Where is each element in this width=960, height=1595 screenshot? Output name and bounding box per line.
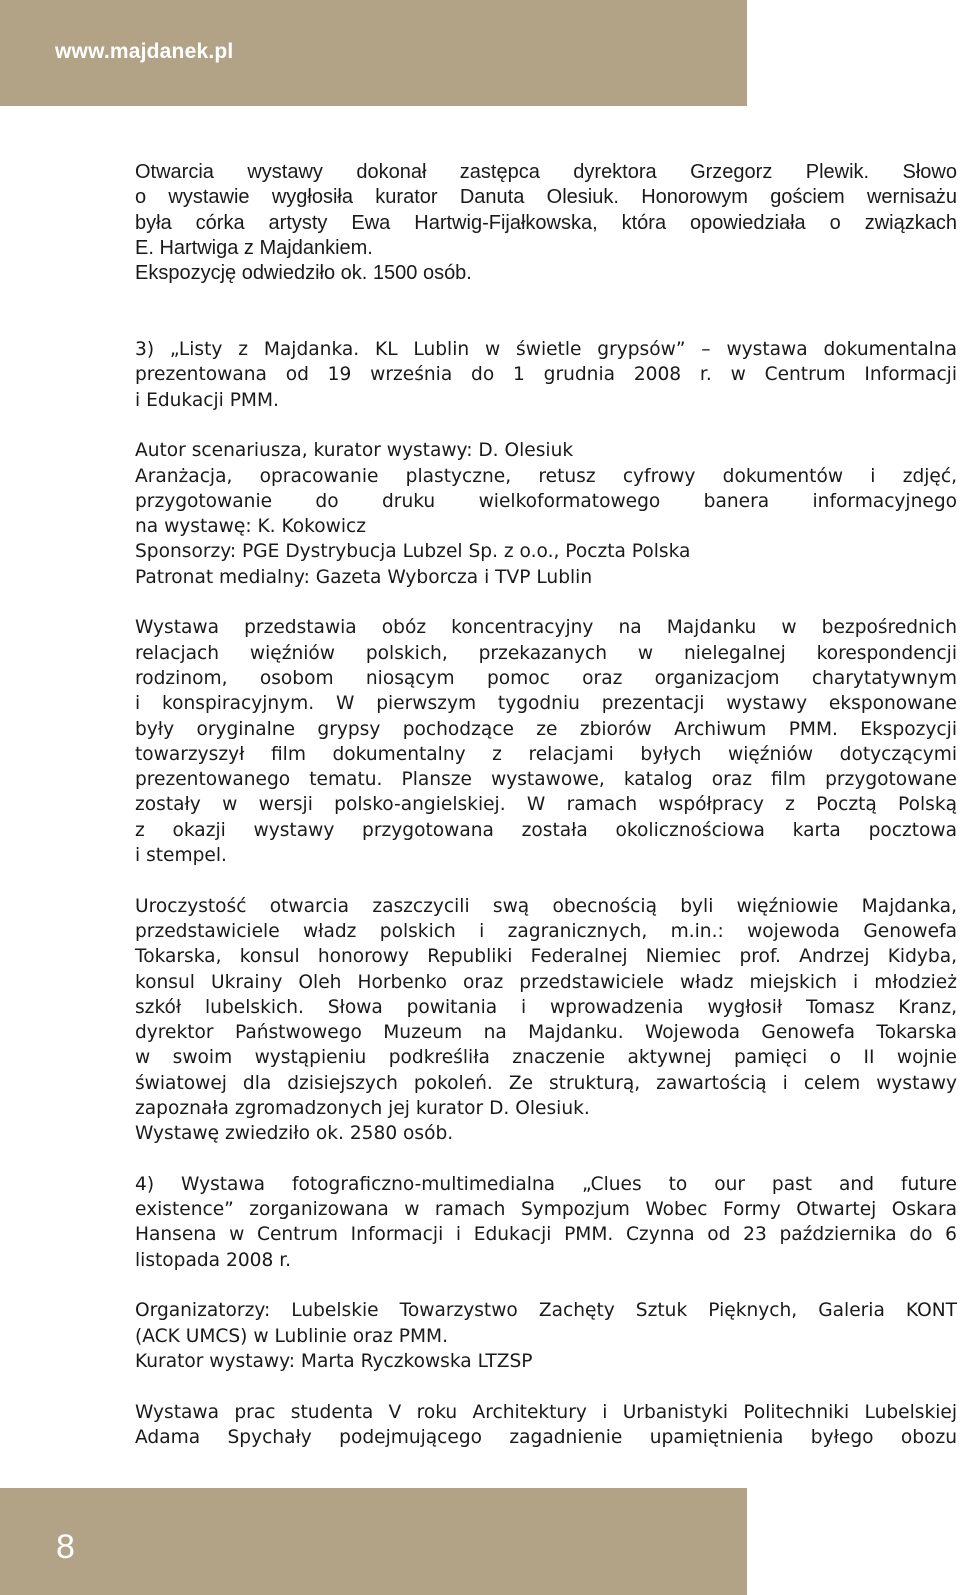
text-line: 3) „Listy z Majdanka. KL Lublin w świetle grypsów” – wystawa dokumentalna	[135, 339, 957, 361]
text-line: i stempel.	[135, 845, 227, 867]
page-number: 8	[56, 1528, 75, 1566]
text-line: o wystawie wygłosiła kurator Danuta Olesiuk. Honorowym gościem wernisażu	[135, 186, 957, 209]
paragraph-spacer	[135, 1374, 957, 1399]
text-line: z okazji wystawy przygotowana została okolicznościowa karta pocztowa	[135, 819, 957, 841]
text-line: 4) Wystawa fotograficzno-multimedialna „Clues to our past and future	[135, 1173, 957, 1195]
paragraph-spacer	[135, 1147, 957, 1172]
text-line: i Edukacji PMM.	[135, 389, 279, 411]
paragraph-spacer	[135, 413, 957, 438]
paragraph	[135, 1172, 957, 1273]
text-line: (ACK UMCS) w Lublinie oraz PMM.	[135, 1325, 448, 1347]
header-band	[0, 0, 747, 106]
text-line: relacjach więźniów polskich, przekazanych w nielegalnej korespondencji	[135, 642, 957, 664]
paragraph	[135, 438, 957, 590]
article-body	[135, 160, 957, 1450]
paragraph	[135, 160, 957, 286]
text-line: przygotowanie do druku wielkoformatowego banera informacyjnego	[135, 490, 957, 512]
paragraph	[135, 1298, 957, 1374]
text-line: Wystawa przedstawia obóz koncentracyjny na Majdanku w bezpośrednich	[135, 617, 957, 639]
text-line: listopada 2008 r.	[135, 1249, 292, 1271]
paragraph	[135, 1400, 957, 1451]
footer-band	[0, 1488, 747, 1595]
text-line: konsul Ukrainy Oleh Horbenko oraz przedstawiciele władz miejskich i młodzież	[135, 971, 957, 993]
text-line: zostały w wersji polsko-angielskiej. W ramach współpracy z Pocztą Polską	[135, 794, 957, 816]
text-line: Kurator wystawy: Marta Ryczkowska LTZSP	[135, 1350, 533, 1372]
text-line: Wystawę zwiedziło ok. 2580 osób.	[135, 1123, 454, 1145]
text-line: Uroczystość otwarcia zaszczycili swą obecnością byli więźniowie Majdanka,	[135, 895, 957, 917]
paragraph	[135, 894, 957, 1147]
text-line: rodzinom, osobom niosącym pomoc oraz organizacjom charytatywnym	[135, 667, 957, 689]
paragraph	[135, 337, 957, 413]
text-line: Ekspozycję odwiedziło ok. 1500 osób.	[135, 262, 472, 285]
paragraph-spacer	[135, 1273, 957, 1298]
text-line: dyrektor Państwowego Muzeum na Majdanku. Wojewoda Genowefa Tokarska	[135, 1022, 957, 1044]
text-line: prezentowana od 19 września do 1 grudnia 2008 r. w Centrum Informacji	[135, 364, 957, 386]
text-line: Wystawa prac studenta V roku Architektury i Urbanistyki Politechniki Lubelskiej	[135, 1401, 957, 1423]
text-line: existence” zorganizowana w ramach Sympozjum Wobec Formy Otwartej Oskara	[135, 1199, 957, 1221]
text-line: szkół lubelskich. Słowa powitania i wprowadzenia wygłosił Tomasz Kranz,	[135, 996, 957, 1018]
site-url: www.majdanek.pl	[55, 40, 234, 63]
text-line: przedstawiciele władz polskich i zagranicznych, m.in.: wojewoda Genowefa	[135, 920, 957, 942]
text-line: Tokarska, konsul honorowy Republiki Federalnej Niemiec prof. Andrzej Kidyba,	[135, 946, 957, 968]
text-line: była córka artysty Ewa Hartwig-Fijałkowska, która opowiedziała o związkach	[135, 211, 957, 234]
text-line: Hansena w Centrum Informacji i Edukacji PMM. Czynna od 23 października do 6	[135, 1224, 957, 1246]
text-line: Adama Spychały podejmującego zagadnienie upamiętnienia byłego obozu	[135, 1426, 957, 1448]
paragraph-spacer	[135, 590, 957, 615]
paragraph-spacer	[135, 286, 957, 337]
text-line: w swoim wystąpieniu podkreśliła znaczenie aktywnej pamięci o II wojnie	[135, 1047, 957, 1069]
paragraph	[135, 615, 957, 868]
text-line: towarzyszył film dokumentalny z relacjami byłych więźniów dotyczącymi	[135, 743, 957, 765]
text-line: Autor scenariusza, kurator wystawy: D. Olesiuk	[135, 440, 574, 462]
text-line: E. Hartwiga z Majdankiem.	[135, 236, 373, 259]
text-line: prezentowanego tematu. Plansze wystawowe, katalog oraz film przygotowane	[135, 769, 957, 791]
text-line: Patronat medialny: Gazeta Wyborcza i TVP Lublin	[135, 566, 593, 588]
text-line: Sponsorzy: PGE Dystrybucja Lubzel Sp. z o.o., Poczta Polska	[135, 541, 691, 563]
paragraph-spacer	[135, 868, 957, 893]
text-line: na wystawę: K. Kokowicz	[135, 516, 366, 538]
text-line: światowej dla dzisiejszych pokoleń. Ze strukturą, zawartością i celem wystawy	[135, 1072, 957, 1094]
text-line: były oryginalne grypsy pochodzące ze zbiorów Archiwum PMM. Ekspozycji	[135, 718, 957, 740]
text-line: Organizatorzy: Lubelskie Towarzystwo Zachęty Sztuk Pięknych, Galeria KONT	[135, 1300, 957, 1322]
text-line: Aranżacja, opracowanie plastyczne, retusz cyfrowy dokumentów i zdjęć,	[135, 465, 957, 487]
text-line: i konspiracyjnym. W pierwszym tygodniu prezentacji wystawy eksponowane	[135, 693, 957, 715]
text-line: zapoznała zgromadzonych jej kurator D. Olesiuk.	[135, 1097, 590, 1119]
text-line: Otwarcia wystawy dokonał zastępca dyrektora Grzegorz Plewik. Słowo	[135, 161, 957, 183]
